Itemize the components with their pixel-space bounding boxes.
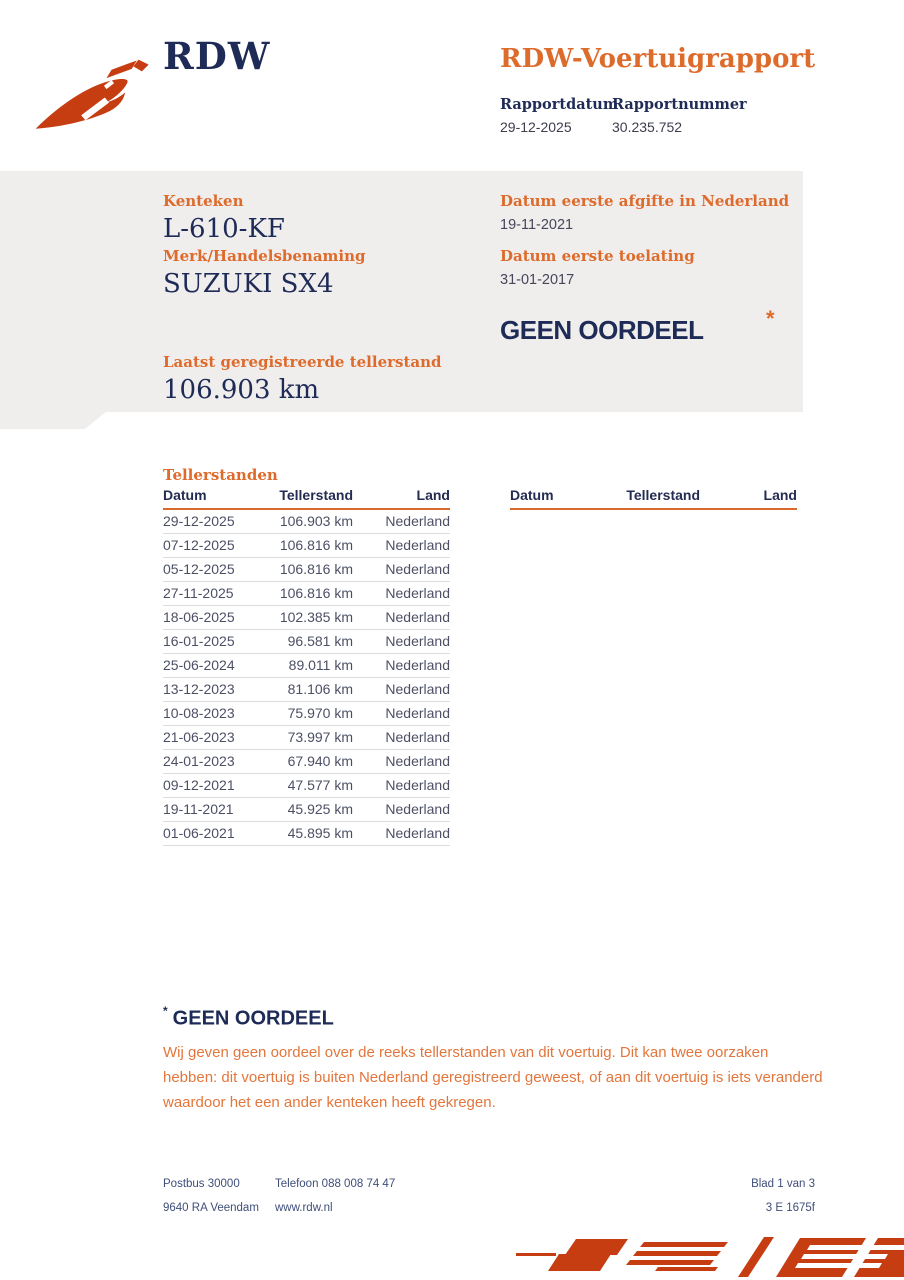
cell-land: Nederland bbox=[353, 749, 450, 773]
first-admission-value: 31-01-2017 bbox=[500, 272, 575, 288]
footer-website: www.rdw.nl bbox=[275, 1202, 333, 1214]
cell-datum: 18-06-2025 bbox=[163, 605, 263, 629]
cell-land: Nederland bbox=[353, 653, 450, 677]
column-header-land-2: Land bbox=[700, 487, 797, 509]
first-admission-label: Datum eerste toelating bbox=[500, 247, 695, 265]
cell-tellerstand: 106.903 km bbox=[263, 509, 353, 533]
cell-land: Nederland bbox=[353, 725, 450, 749]
report-date-label: Rapportdatum bbox=[500, 96, 619, 113]
table-row bbox=[163, 749, 450, 773]
report-number-value: 30.235.752 bbox=[612, 119, 683, 135]
column-header-datum-2: Datum bbox=[510, 487, 610, 509]
cell-land: Nederland bbox=[353, 557, 450, 581]
cell-tellerstand: 45.895 km bbox=[263, 821, 353, 845]
footer-doc-code: 3 E 1675f bbox=[765, 1202, 815, 1214]
footer-page-indicator: Blad 1 van 3 bbox=[751, 1178, 815, 1190]
cell-tellerstand: 106.816 km bbox=[263, 557, 353, 581]
table-row bbox=[163, 677, 450, 701]
cell-tellerstand: 75.970 km bbox=[263, 701, 353, 725]
table-row bbox=[163, 533, 450, 557]
verdict-text: GEEN OORDEEL bbox=[500, 315, 704, 345]
table-row bbox=[163, 725, 450, 749]
footnote-block bbox=[163, 1006, 823, 1115]
last-odometer-label: Laatst geregistreerde tellerstand bbox=[163, 353, 442, 371]
rdw-wordmark: RDW bbox=[163, 34, 271, 78]
table-row bbox=[163, 557, 450, 581]
vehicle-summary-panel-tail bbox=[0, 412, 106, 429]
cell-tellerstand: 106.816 km bbox=[263, 533, 353, 557]
cell-datum: 10-08-2023 bbox=[163, 701, 263, 725]
footnote-title-text: GEEN OORDEEL bbox=[172, 1007, 334, 1030]
cell-datum: 27-11-2025 bbox=[163, 581, 263, 605]
report-date-value: 29-12-2025 bbox=[500, 119, 572, 135]
cell-datum: 13-12-2023 bbox=[163, 677, 263, 701]
table-row bbox=[163, 821, 450, 845]
cell-datum: 07-12-2025 bbox=[163, 533, 263, 557]
cell-datum: 16-01-2025 bbox=[163, 629, 263, 653]
cell-land: Nederland bbox=[353, 701, 450, 725]
page-title: RDW-Voertuigrapport bbox=[500, 44, 816, 74]
footer-postbus: Postbus 30000 bbox=[163, 1178, 240, 1190]
cell-land: Nederland bbox=[353, 797, 450, 821]
first-issue-nl-label: Datum eerste afgifte in Nederland bbox=[500, 192, 790, 210]
footer-address bbox=[163, 1172, 259, 1220]
cell-land: Nederland bbox=[353, 605, 450, 629]
footnote-title bbox=[163, 1006, 823, 1031]
table-row bbox=[163, 701, 450, 725]
report-number-block bbox=[612, 96, 747, 135]
footer-contact bbox=[275, 1172, 395, 1220]
cell-land: Nederland bbox=[353, 581, 450, 605]
first-issue-nl-value: 19-11-2021 bbox=[500, 217, 574, 233]
cell-land: Nederland bbox=[353, 509, 450, 533]
odometer-table-secondary-header bbox=[510, 487, 797, 509]
footnote-asterisk: * bbox=[163, 1004, 168, 1018]
table-row bbox=[163, 605, 450, 629]
cell-tellerstand: 106.816 km bbox=[263, 581, 353, 605]
cell-tellerstand: 89.011 km bbox=[263, 653, 353, 677]
table-row bbox=[163, 797, 450, 821]
footer-pagination bbox=[751, 1172, 815, 1220]
cell-land: Nederland bbox=[353, 533, 450, 557]
cell-datum: 05-12-2025 bbox=[163, 557, 263, 581]
table-row bbox=[163, 773, 450, 797]
column-header-land: Land bbox=[353, 487, 450, 509]
cell-datum: 09-12-2021 bbox=[163, 773, 263, 797]
cell-land: Nederland bbox=[353, 629, 450, 653]
cell-tellerstand: 96.581 km bbox=[263, 629, 353, 653]
cell-datum: 25-06-2024 bbox=[163, 653, 263, 677]
license-plate-label: Kenteken bbox=[163, 192, 244, 210]
cell-datum: 24-01-2023 bbox=[163, 749, 263, 773]
first-admission-field bbox=[500, 247, 695, 288]
cell-tellerstand: 45.925 km bbox=[263, 797, 353, 821]
rdw-feather-logo-icon bbox=[34, 56, 152, 134]
cell-datum: 01-06-2021 bbox=[163, 821, 263, 845]
column-header-tellerstand-2: Tellerstand bbox=[610, 487, 700, 509]
speed-stripes-graphic bbox=[514, 1235, 904, 1279]
table-row bbox=[163, 581, 450, 605]
report-number-label: Rapportnummer bbox=[612, 96, 747, 113]
brand-value: SUZUKI SX4 bbox=[163, 269, 334, 299]
footer-city: 9640 RA Veendam bbox=[163, 1202, 259, 1214]
table-row bbox=[163, 629, 450, 653]
column-header-datum: Datum bbox=[163, 487, 263, 509]
cell-tellerstand: 81.106 km bbox=[263, 677, 353, 701]
footer-phone: Telefoon 088 008 74 47 bbox=[275, 1178, 396, 1190]
cell-land: Nederland bbox=[353, 821, 450, 845]
cell-datum: 29-12-2025 bbox=[163, 509, 263, 533]
cell-land: Nederland bbox=[353, 677, 450, 701]
license-plate-field bbox=[163, 192, 285, 244]
cell-tellerstand: 102.385 km bbox=[263, 605, 353, 629]
cell-tellerstand: 73.997 km bbox=[263, 725, 353, 749]
license-plate-value: L-610-KF bbox=[163, 214, 285, 244]
cell-tellerstand: 47.577 km bbox=[263, 773, 353, 797]
odometer-table-secondary bbox=[510, 487, 797, 510]
tellerstanden-section-title: Tellerstanden bbox=[163, 466, 278, 484]
odometer-table bbox=[163, 487, 450, 846]
cell-tellerstand: 67.940 km bbox=[263, 749, 353, 773]
cell-datum: 21-06-2023 bbox=[163, 725, 263, 749]
report-date-block bbox=[500, 96, 618, 135]
last-odometer-value: 106.903 km bbox=[163, 375, 320, 405]
table-row bbox=[163, 509, 450, 533]
table-row bbox=[163, 653, 450, 677]
cell-land: Nederland bbox=[353, 773, 450, 797]
column-header-tellerstand: Tellerstand bbox=[263, 487, 353, 509]
first-issue-nl-field bbox=[500, 192, 789, 233]
odometer-table-header bbox=[163, 487, 450, 509]
brand-label: Merk/Handelsbenaming bbox=[163, 247, 366, 265]
footnote-body: Wij geven geen oordeel over de reeks tellerstanden van dit voertuig. Dit kan twee oorzaken hebben: dit voertuig is buiten Nederland geregistreerd geweest, of aan dit voertuig is iets veranderd waardoor het een ander kenteken heeft gekregen. bbox=[163, 1043, 823, 1111]
cell-datum: 19-11-2021 bbox=[163, 797, 263, 821]
last-odometer-field bbox=[163, 353, 442, 405]
brand-field bbox=[163, 247, 366, 299]
verdict-asterisk: * bbox=[766, 306, 775, 331]
